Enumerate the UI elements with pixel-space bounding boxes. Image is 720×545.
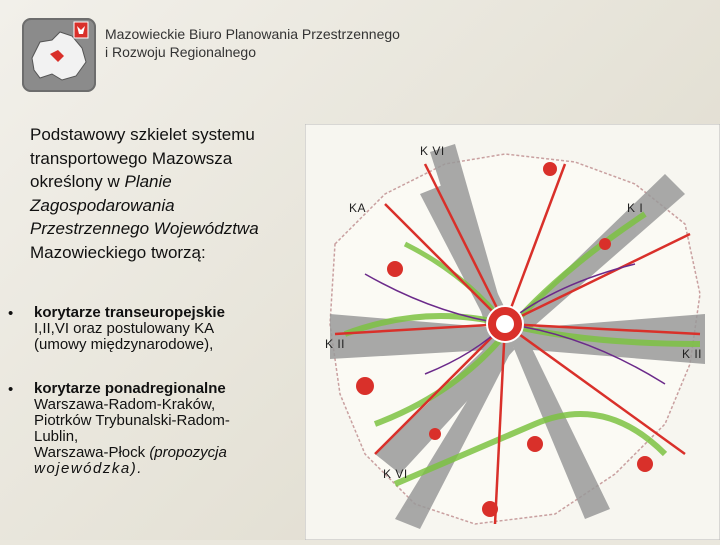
organization-header (105, 25, 400, 61)
bullet-item-2 (34, 381, 294, 477)
bullet-marker-2: • (8, 381, 14, 398)
bullet-marker-1: • (8, 305, 14, 322)
intro-line-6: Mazowieckiego tworzą: (30, 242, 206, 262)
intro-paragraph (30, 123, 300, 264)
bullet-2-line-2: Warszawa-Radom-Kraków, (34, 396, 216, 413)
intro-line-3-italic: Planie (124, 172, 172, 191)
map-graphic (305, 124, 720, 540)
label-kii-left: K II (325, 337, 346, 351)
bullet-2-line-1: korytarze ponadregionalne (34, 380, 226, 397)
bullet-1-line-2: I,II,VI oraz postulowany KA (34, 320, 215, 337)
bullet-1-line-3: (umowy międzynarodowe), (34, 336, 214, 353)
intro-line-5: Przestrzennego Województwa (30, 219, 259, 238)
intro-line-3-plain: określony w (30, 172, 125, 191)
bullet-1-line-1: korytarze transeuropejskie (34, 304, 225, 321)
intro-line-1: Podstawowy szkielet systemu (30, 125, 255, 144)
transport-corridor-map (305, 124, 720, 540)
bullet-2-line-5-plain: Warszawa-Płock (34, 444, 150, 461)
bullet-2-line-5-italic: (propozycja (149, 444, 227, 461)
intro-line-3 (30, 170, 300, 194)
label-ki: K I (627, 201, 644, 215)
bullet-2-line-3: Piotrków Trybunalski-Radom- (34, 412, 230, 429)
mbpr-logo (22, 18, 96, 92)
bullet-2-line-5 (34, 445, 294, 461)
bullet-2-line-6: wojewódzka). (34, 460, 143, 477)
label-kii-right: K II (682, 347, 703, 361)
header-line-1: Mazowieckie Biuro Planowania Przestrzennego (105, 26, 400, 42)
label-kvi-bottom: K VI (383, 467, 408, 481)
bullet-item-1 (34, 305, 294, 353)
intro-line-2: transportowego Mazowsza (30, 148, 233, 168)
label-ka: KA (349, 201, 367, 215)
label-kvi-top: K VI (420, 144, 445, 158)
bullet-2-line-4: Lublin, (34, 428, 79, 445)
header-line-2: i Rozwoju Regionalnego (105, 44, 256, 60)
intro-line-4: Zagospodarowania (30, 195, 175, 215)
